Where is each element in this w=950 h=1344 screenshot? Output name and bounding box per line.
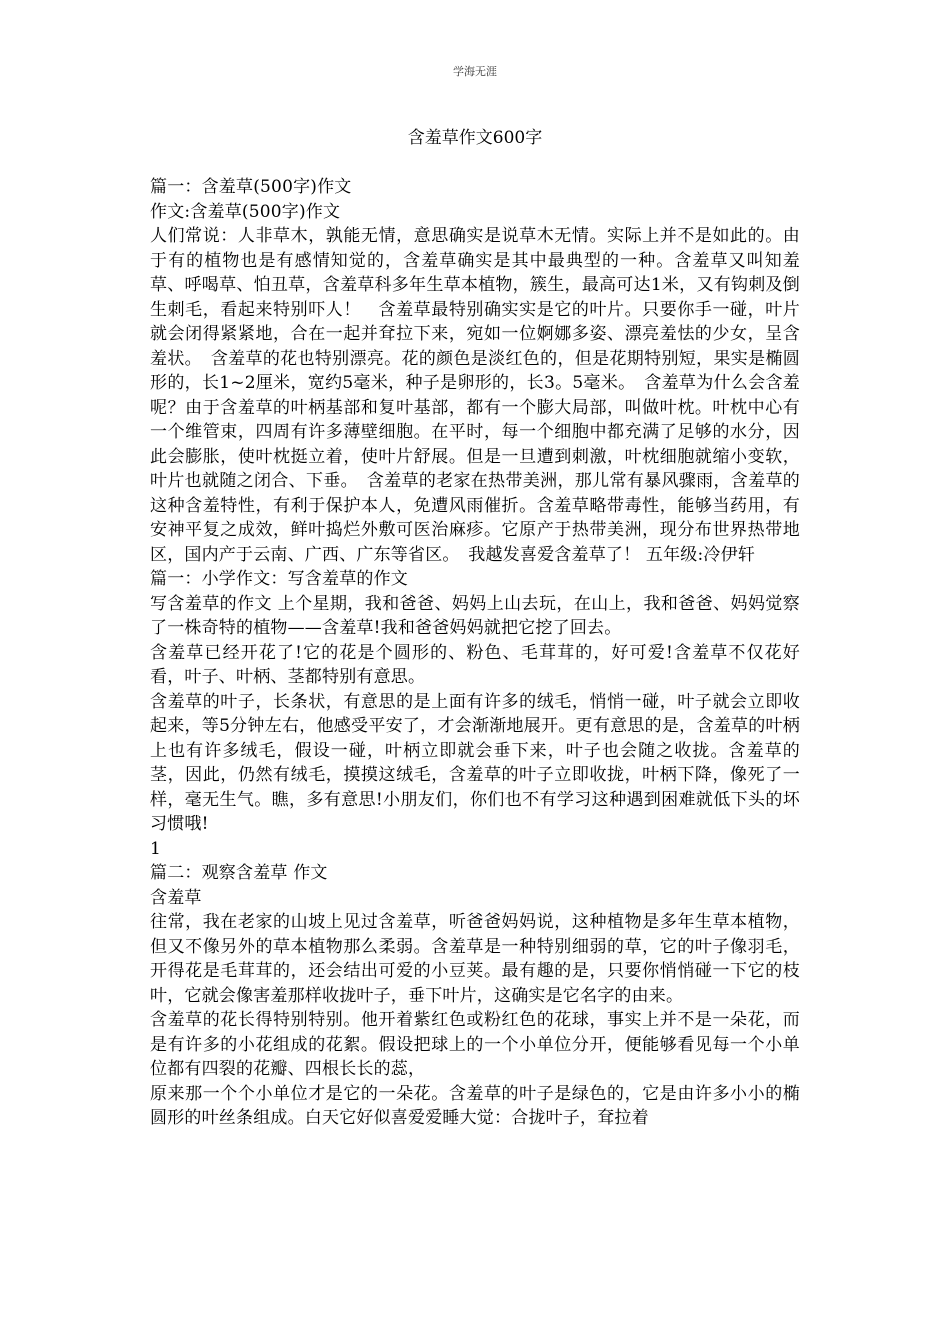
body-paragraph: 写含羞草的作文 上个星期，我和爸爸、妈妈上山去玩，在山上，我和爸爸、妈妈觉察了一株奇特的植物——含羞草!我和爸爸妈妈就把它挖了回去。 (150, 593, 800, 638)
body-paragraph: 人们常说：人非草木，孰能无情，意思确实是说草木无情。实际上并不是如此的。由于有的植物也是有感情知觉的，含羞草确实是其中最典型的一种。含羞草又叫知羞草、呼喝草、怕丑草，含羞草科多年生草本植物，簇生，最高可达1米，又有钩刺及倒生刺毛，看起来特别吓人！ 含羞草最特别确实实是它的叶片。只要你手一碰，叶片就会闭得紧紧地，合在一起并耷拉下来，宛如一位婀娜多姿、漂亮羞怯的少女，呈含羞状。 含羞草的花也特别漂亮。花的颜色是淡红色的，但是花期特别短，果实是椭圆形的，长1~2厘米，宽约5毫米，种子是卵形的，长3。5毫米。 含羞草为什么会含羞呢？由于含羞草的叶柄基部和复叶基部，都有一个膨大局部，叫做叶枕。叶枕中心有一个维管束，四周有许多薄壁细胞。在平时，每一个细胞中都充满了足够的水分，因此会膨胀，使叶枕挺立着，使叶片舒展。但是一旦遭到刺激，叶枕细胞就缩小变软，叶片也就随之闭合、下垂。 含羞草的老家在热带美洲，那儿常有暴风骤雨，含羞草的这种含羞特性，有利于保护本人，免遭风雨催折。含羞草略带毒性，能够当药用，有安神平复之成效，鲜叶捣烂外敷可医治麻疹。它原产于热带美洲，现分布世界热带地区，国内产于云南、广西、广东等省区。 我越发喜爱含羞草了！ 五年级:冷伊轩 (150, 226, 800, 565)
body-paragraph: 含羞草的叶子，长条状，有意思的是上面有许多的绒毛，悄悄一碰，叶子就会立即收起来，等5分钟左右，他感受平安了，才会渐渐地展开。更有意思的是，含羞草的叶柄上也有许多绒毛，假设一碰，叶柄立即就会垂下来，叶子也会随之收拢。含羞草的茎，因此，仍然有绒毛，摸摸这绒毛，含羞草的叶子立即收拢，叶柄下降，像死了一样，毫无生气。瞧，多有意思!小朋友们，你们也不有学习这种遇到困难就低下头的坏习惯哦! (150, 691, 800, 834)
body-paragraph: 含羞草的花长得特别特别。他开着紫红色或粉红色的花球，事实上并不是一朵花，而是有许多的小花组成的花絮。假设把球上的一个小单位分开，便能够看见每一个小单位都有四裂的花瓣、四根长长的蕊， (150, 1010, 800, 1079)
section-heading-3: 篇二：观察含羞草 作文 (150, 863, 328, 883)
section-heading-2: 篇一：小学作文：写含羞草的作文 (150, 569, 408, 589)
body-paragraph: 原来那一个个小单位才是它的一朵花。含羞草的叶子是绿色的，它是由许多小小的椭圆形的叶丝条组成。白天它好似喜爱爱睡大觉：合拢叶子，耷拉着 (150, 1083, 800, 1128)
section-heading-1: 篇一：含羞草(500字)作文 (150, 177, 352, 197)
document-body (150, 175, 800, 1131)
section-subheading-3: 含羞草 (150, 887, 202, 908)
document-title: 含羞草作文600字 (407, 128, 543, 148)
page-header: 学海无涯 (453, 65, 497, 78)
section-subheading-1: 作文:含羞草(500字)作文 (150, 201, 341, 222)
body-paragraph: 往常，我在老家的山坡上见过含羞草，听爸爸妈妈说，这种植物是多年生草本植物，但又不像另外的草本植物那么柔弱。含羞草是一种特别细弱的草，它的叶子像羽毛，开得花是毛茸茸的，还会结出可爱的小豆荚。最有趣的是，只要你悄悄碰一下它的枝叶，它就会像害羞那样收拢叶子，垂下叶片，这确实是它名字的由来。 (150, 912, 800, 1006)
page-number: 1 (150, 838, 162, 859)
body-paragraph: 含羞草已经开花了!它的花是个圆形的、粉色、毛茸茸的，好可爱!含羞草不仅花好看，叶子、叶柄、茎都特别有意思。 (150, 642, 800, 687)
